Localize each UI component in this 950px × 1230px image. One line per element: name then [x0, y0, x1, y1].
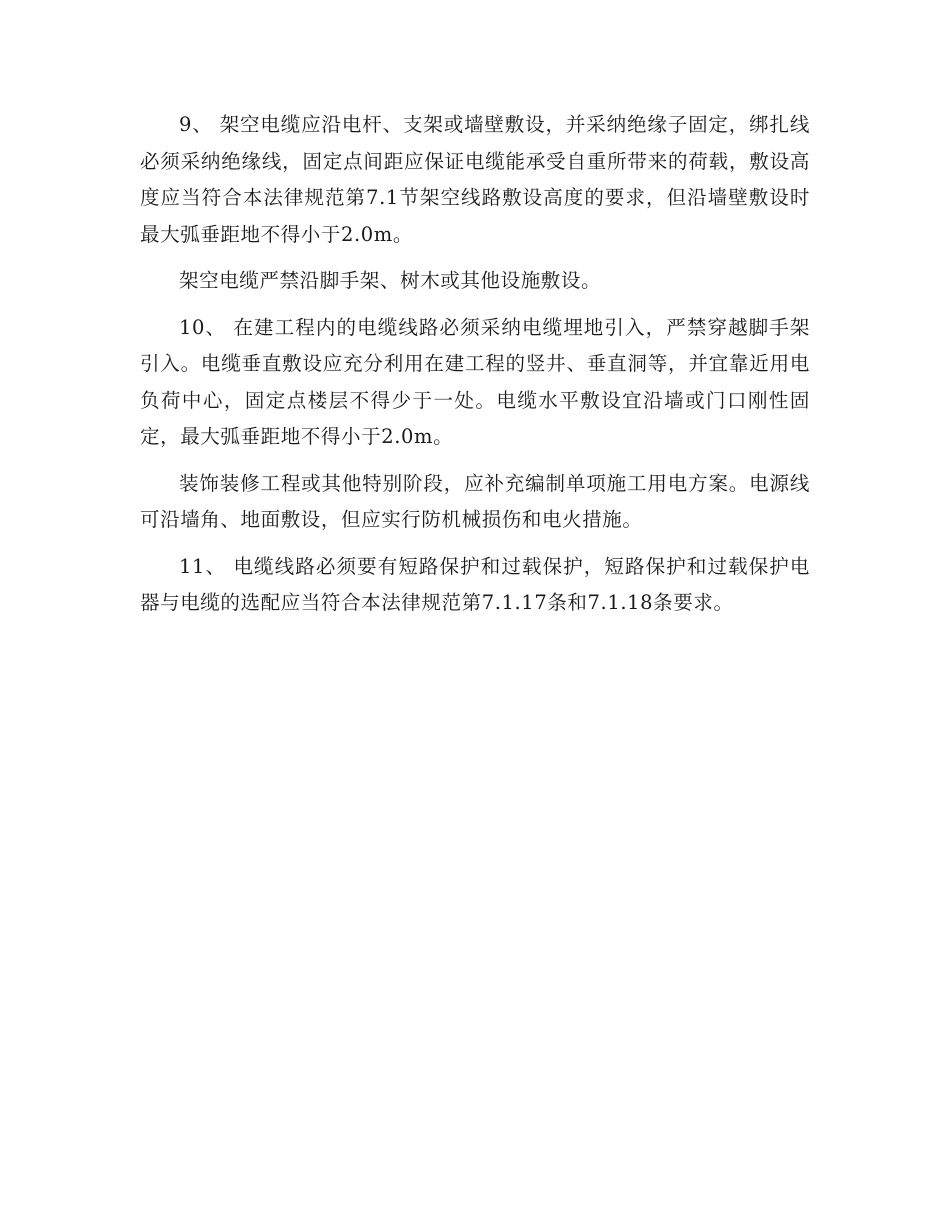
paragraph-overhead-cable-note: 架空电缆严禁沿脚手架、树木或其他设施敷设。 [179, 269, 602, 292]
paragraph-9: 9、 架空电缆应沿电杆、支架或墙壁敷设，并采纳绝缘子固定，绑扎线必须采纳绝缘线，固定点间距应保证电缆能承受自重所带来的荷载，敷设高度应当符合本法律规范第7.1节架空线路敷设高度的要求，但沿墙壁敷设时最大弧垂距地不得小于2.0m。 [140, 113, 810, 246]
document-page [140, 107, 810, 632]
paragraph-10: 10、 在建工程内的电缆线路必须采纳电缆埋地引入，严禁穿越脚手架引入。电缆垂直敷设应充分利用在建工程的竖井、垂直洞等，并宜靠近用电负荷中心，固定点楼层不得少于一处。电缆水平敷设宜沿墙或门口刚性固定，最大弧垂距地不得小于2.0m。 [140, 315, 810, 448]
paragraph-decoration-note: 装饰装修工程或其他特别阶段，应补充编制单项施工用电方案。电源线可沿墙角、地面敷设，但应实行防机械损伤和电火措施。 [140, 471, 810, 531]
paragraph-11: 11、 电缆线路必须要有短路保护和过载保护，短路保护和过载保护电器与电缆的选配应当符合本法律规范第7.1.17条和7.1.18条要求。 [140, 554, 810, 614]
